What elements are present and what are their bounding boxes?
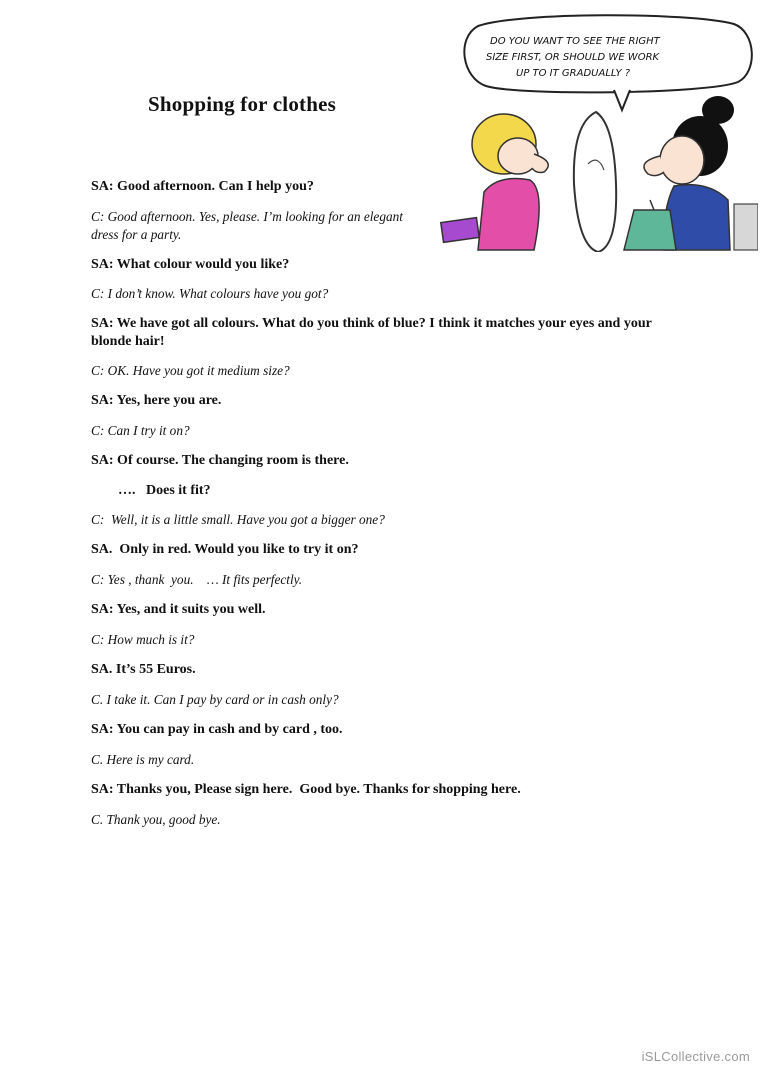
dialogue-line: SA: What colour would you like? bbox=[91, 257, 290, 272]
dialogue-line: SA: Thanks you, Please sign here. Good bye. Thanks for shopping here. bbox=[91, 782, 521, 797]
cash-register bbox=[734, 204, 758, 250]
dialogue-line: C: How much is it? bbox=[91, 632, 195, 647]
site-watermark: iSLCollective.com bbox=[641, 1049, 750, 1064]
dialogue-line: SA: Good afternoon. Can I help you? bbox=[91, 179, 314, 194]
dialogue-line: C: Yes , thank you. … It fits perfectly. bbox=[91, 572, 303, 587]
speech-line-1: DO YOU WANT TO SEE THE RIGHT bbox=[490, 36, 660, 47]
speech-line-3: UP TO IT GRADUALLY ? bbox=[516, 68, 631, 79]
dialogue-line: SA: Of course. The changing room is there. bbox=[91, 453, 349, 468]
dialogue-line: SA: Yes, and it suits you well. bbox=[91, 602, 266, 617]
dialogue-line: C: Well, it is a little small. Have you got a bigger one? bbox=[91, 512, 385, 527]
dialogue-line: SA: You can pay in cash and by card , too. bbox=[91, 722, 343, 737]
shop-cartoon-illustration bbox=[438, 14, 758, 252]
dialogue-line: SA. It’s 55 Euros. bbox=[91, 662, 196, 677]
shop-assistant-figure bbox=[624, 96, 734, 250]
dialogue-line: SA. Only in red. Would you like to try it on? bbox=[91, 542, 359, 557]
page-title: Shopping for clothes bbox=[148, 92, 336, 116]
dialogue-line: …. Does it fit? bbox=[118, 483, 211, 498]
dialogue-line: C: Good afternoon. Yes, please. I’m looking for an elegant dress for a party. bbox=[91, 209, 403, 242]
dialogue-line: C: OK. Have you got it medium size? bbox=[91, 363, 290, 378]
dialogue-line: C: Can I try it on? bbox=[91, 423, 190, 438]
dialogue-line: C. Thank you, good bye. bbox=[91, 812, 221, 827]
dialogue-line: C. Here is my card. bbox=[91, 752, 195, 767]
speech-line-2: SIZE FIRST, OR SHOULD WE WORK bbox=[486, 52, 660, 63]
dialogue-line: SA: Yes, here you are. bbox=[91, 393, 222, 408]
dialogue-line: C. I take it. Can I pay by card or in cash only? bbox=[91, 692, 339, 707]
dialogue-line: SA: We have got all colours. What do you think of blue? I think it matches your eyes and your blonde hair! bbox=[91, 316, 652, 349]
dialogue-line: C: I don’t know. What colours have you got? bbox=[91, 286, 329, 301]
